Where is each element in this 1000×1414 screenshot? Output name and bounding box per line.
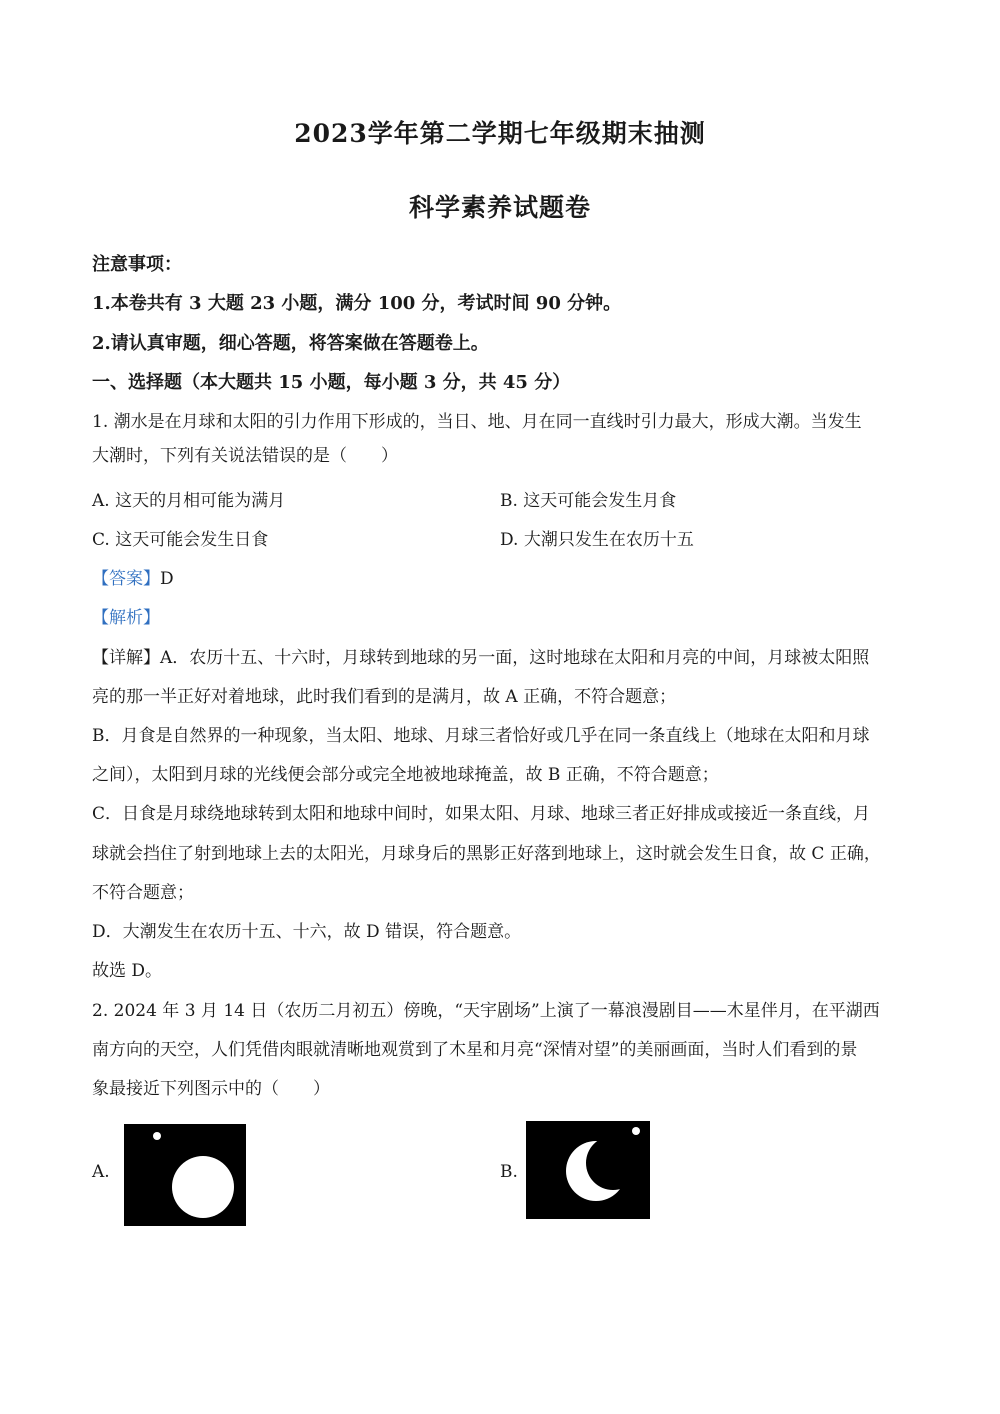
- notice-item-2: 2.请认真审题，细心答题，将答案做在答题卷上。: [92, 333, 489, 354]
- q2-stem-line2: 南方向的天空，人们凭借肉眼就清晰地观赏到了木星和月亮“深情对望”的美丽画面，当时人们看到的景: [92, 1040, 858, 1060]
- crescent-moon-shape: [526, 1121, 650, 1219]
- exam-subtitle: 科学素养试题卷: [408, 193, 591, 222]
- q1-detail-b-line1: B．月食是自然界的一种现象，当太阳、地球、月球三者恰好或几乎在同一条直线上（地球在太阳和月球: [92, 726, 870, 746]
- detail-tag: 【详解】: [92, 648, 160, 668]
- q2-figure-a-label: A.: [92, 1162, 110, 1182]
- q1-stem-line2: 大潮时，下列有关说法错误的是（ ）: [92, 446, 398, 466]
- detail-a-text: A．农历十五、十六时，月球转到地球的另一面，这时地球在太阳和月亮的中间，月球被太阳照: [160, 648, 870, 668]
- q1-detail-b-line2: 之间），太阳到月球的光线便会部分或完全地被地球掩盖，故 B 正确，不符合题意；: [92, 765, 719, 785]
- analysis-tag: 【解析】: [92, 608, 160, 628]
- crescent-moon-with-jupiter-icon: [526, 1121, 650, 1219]
- q2-figure-b-label: B.: [500, 1162, 518, 1182]
- exam-title: 2023学年第二学期七年级期末抽测: [294, 119, 706, 148]
- q1-option-a: A. 这天的月相可能为满月: [92, 491, 286, 511]
- q1-option-b: B. 这天可能会发生月食: [500, 491, 677, 511]
- notice-heading: 注意事项：: [92, 254, 182, 275]
- q1-detail-c-line2: 球就会挡住了射到地球上去的太阳光，月球身后的黑影正好落到地球上，这时就会发生日食，故 C 正确，: [92, 844, 881, 864]
- answer-tag: 【答案】: [92, 569, 160, 589]
- q1-detail-c-line1: C．日食是月球绕地球转到太阳和地球中间时，如果太阳、月球、地球三者正好排成或接近一条直线，月: [92, 804, 871, 824]
- q1-detail-d: D．大潮发生在农历十五、十六，故 D 错误，符合题意。: [92, 922, 522, 942]
- q1-answer: [92, 564, 908, 589]
- q2-stem-line3: 象最接近下列图示中的（ ）: [92, 1079, 330, 1099]
- q1-option-d: D. 大潮只发生在农历十五: [500, 530, 694, 550]
- q1-detail-a-line1: [92, 643, 908, 668]
- notice-item-1: 1.本卷共有 3 大题 23 小题，满分 100 分，考试时间 90 分钟。: [92, 293, 622, 314]
- answer-value: D: [160, 569, 174, 589]
- full-moon-with-jupiter-icon: [124, 1124, 246, 1226]
- q1-detail-a-line2: 亮的那一半正好对着地球，此时我们看到的是满月，故 A 正确，不符合题意；: [92, 687, 677, 707]
- section-heading: 一、选择题（本大题共 15 小题，每小题 3 分，共 45 分）: [92, 372, 571, 393]
- jupiter-dot: [153, 1132, 161, 1140]
- q1-conclusion: 故选 D。: [92, 961, 163, 981]
- q1-option-c: C. 这天可能会发生日食: [92, 530, 269, 550]
- q1-stem-line1: 1. 潮水是在月球和太阳的引力作用下形成的，当日、地、月在同一直线时引力最大，形成大潮。当发生: [92, 412, 862, 432]
- full-moon-shape: [172, 1156, 234, 1218]
- q1-detail-c-line3: 不符合题意；: [92, 883, 194, 903]
- q2-stem-line1: 2. 2024 年 3 月 14 日（农历二月初五）傍晚，“天宇剧场”上演了一幕浪漫剧目——木星伴月，在平湖西: [92, 1001, 880, 1021]
